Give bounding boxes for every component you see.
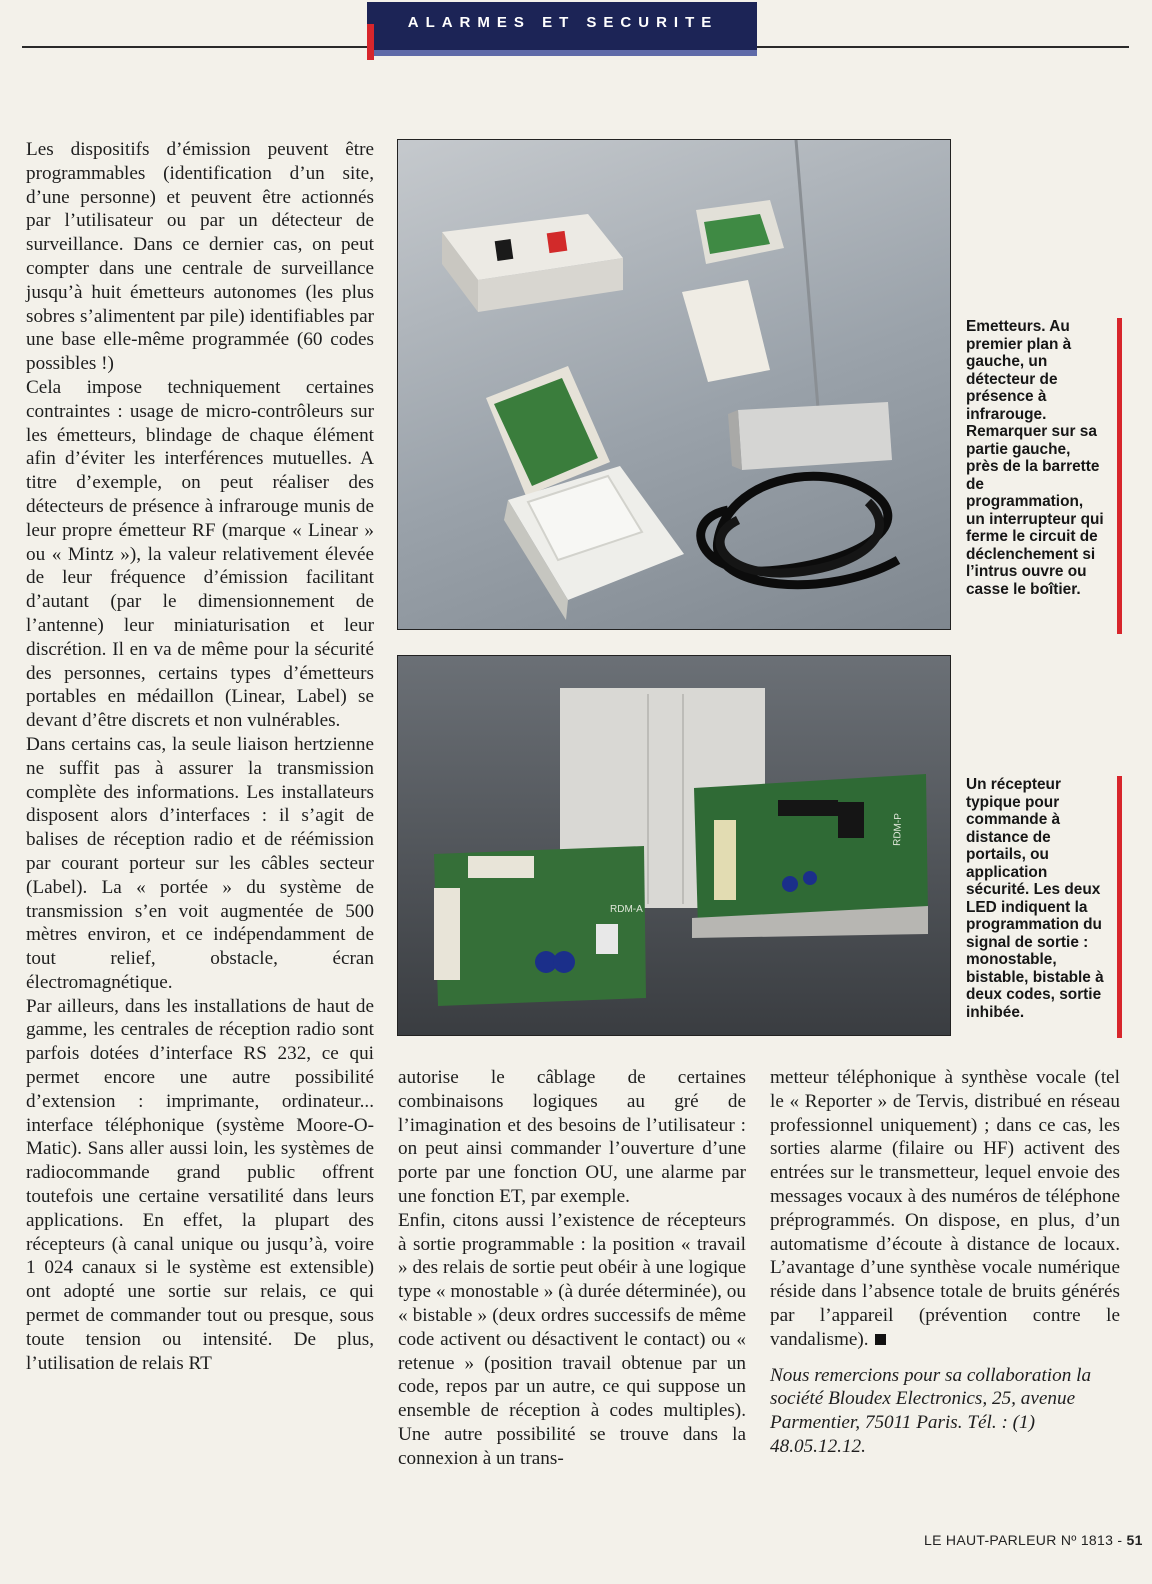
caption-receiver: Un récepteur typique pour commande à distance de portails, ou application sécurité. Les deux LED indiquent la programmation du signal de sortie : monostable, bistable, bistable à deux codes, sortie inhibée. [966,776,1104,1021]
board-label-rdma: RDM-A [610,904,643,915]
paragraph: Enfin, citons aussi l’existence de récepteurs à sortie programmable : la position « travail » des relais de sortie peut obéir à une logique type « monostable » (à durée déterminée), ou « bistable » (deux ordres successifs de même code activent ou désactivent le contact) ou « retenue » (position travail obtenue par un code, repos par un autre, ce qui suppose un ensemble de réception à codes multiples). Une autre possibilité se trouve dans la connexion à un trans- [398,1209,746,1469]
photo-emitters [397,139,951,630]
section-header-red-mark [367,24,374,60]
board-label-rdmp: RDM-P [892,812,905,847]
photo-emitters-illustration [398,140,950,629]
paragraph: Les dispositifs d’émission peuvent être programmables (identification d’un site, d’une personne) et peuvent être actionnés par l’utilisateur ou par un détecteur de surveillance. Dans ce dernier cas, on peut compter dans une centrale de surveillance jusqu’à huit émetteurs autonomes (les plus sobres s’alimentent par pile) identifiables par une base elle-même programmée (60 codes possibles !) [26,139,374,375]
page-folio [924,1532,1143,1548]
paragraph: Par ailleurs, dans les installations de haut de gamme, les centrales de réception radio sont parfois dotées d’interface RS 232, ce qui permet encore une autre possibilité d’extension : imprimante, ordinateur... interface téléphonique (système Moore-O-Matic). Sans aller aussi loin, les systèmes de radiocommande grand public offrent toutefois une certaine versatilité dans leurs applications. En effet, la plupart des récepteurs (à canal unique ou jusqu’à, voire 1 024 canaux si le système est extensible) ont adopté une sortie sur relais, ce qui permet de commander tout ou presque, sous toute tension ou intensité. De plus, l’utilisation de relais RT [26,995,374,1374]
issue-number: Nº 1813 - [1060,1532,1127,1548]
section-title: ALARMES ET SECURITE [407,14,719,31]
publication-name: LE HAUT-PARLEUR [924,1532,1057,1548]
photo-receiver-illustration [398,656,950,1035]
acknowledgement: Nous remercions pour sa collaboration la société Bloudex Electronics, 25, avenue Parmentier, 75011 Paris. Tél. : (1) 48.05.12.12. [770,1364,1092,1457]
section-header-underline [367,50,757,56]
paragraph-text: metteur téléphonique à synthèse vocale (tel le « Reporter » de Tervis, distribué en réseau professionnel uniquement) ; dans ce cas, les sorties alarme (filaire ou HF) activent des entrées sur le transmetteur, lequel envoie des messages vocaux à des numéros de téléphone préprogrammés. On dispose, en plus, d’un automatisme d’écoute à distance de locaux. L’avantage d’une synthèse vocale numérique réside dans l’absence totale de bruits générés par l’appareil (prévention contre le vandalisme). [770,1067,1120,1350]
header-rule-left [22,46,367,48]
end-of-article-square-icon [875,1334,886,1345]
caption-accent-bar [1117,318,1122,634]
article-column-1 [26,138,374,1375]
header-rule-right [757,46,1129,48]
page-number: 51 [1126,1532,1143,1548]
photo-receiver [397,655,951,1036]
paragraph: Cela impose techniquement certaines contraintes : usage de micro-contrôleurs sur les émetteurs, blindage de chaque élément afin d’éviter les interférences mutuelles. A titre d’exemple, on peut réaliser des détecteurs de présence à infrarouge munis de leur propre émetteur RF (marque « Linear » ou « Mintz »), la valeur relativement élevée de leur fréquence d’émission facilitant d’autant (par le dimensionnement de l’antenne) leur miniaturisation et leur discrétion. Il en va de même pour la sécurité des personnes, certains types d’émetteurs portables en médaillon (Linear, Label) se devant d’être discrets et non vulnérables. [26,376,374,732]
article-column-3 [770,1066,1120,1459]
caption-accent-bar [1117,776,1122,1038]
paragraph: Dans certains cas, la seule liaison hertzienne ne suffit pas à assurer la transmission complète des informations. Les installateurs disposent alors d’interfaces : il s’agit de balises de réception radio et de réémission par courant porteur sur les câbles secteur (Label). La « portée » du système de transmission s’en voit augmentée de 500 mètres environ, et ce indépendamment de tout relief, obstacle, écran électromagnétique. [26,733,374,993]
article-column-2 [398,1066,746,1471]
paragraph [770,1066,1120,1352]
caption-emitters: Emetteurs. Au premier plan à gauche, un détecteur de présence à infrarouge. Remarquer sur sa partie gauche, près de la barrette de programmation, un interrupteur qui ferme le circuit de déclenchement si l’intrus ouvre ou casse le boîtier. [966,318,1104,598]
paragraph: autorise le câblage de certaines combinaisons logiques au gré de l’imagination et des besoins de l’utilisateur : on peut ainsi commander l’ouverture d’une porte par une fonction OU, une alarme par une fonction ET, par exemple. [398,1067,746,1207]
